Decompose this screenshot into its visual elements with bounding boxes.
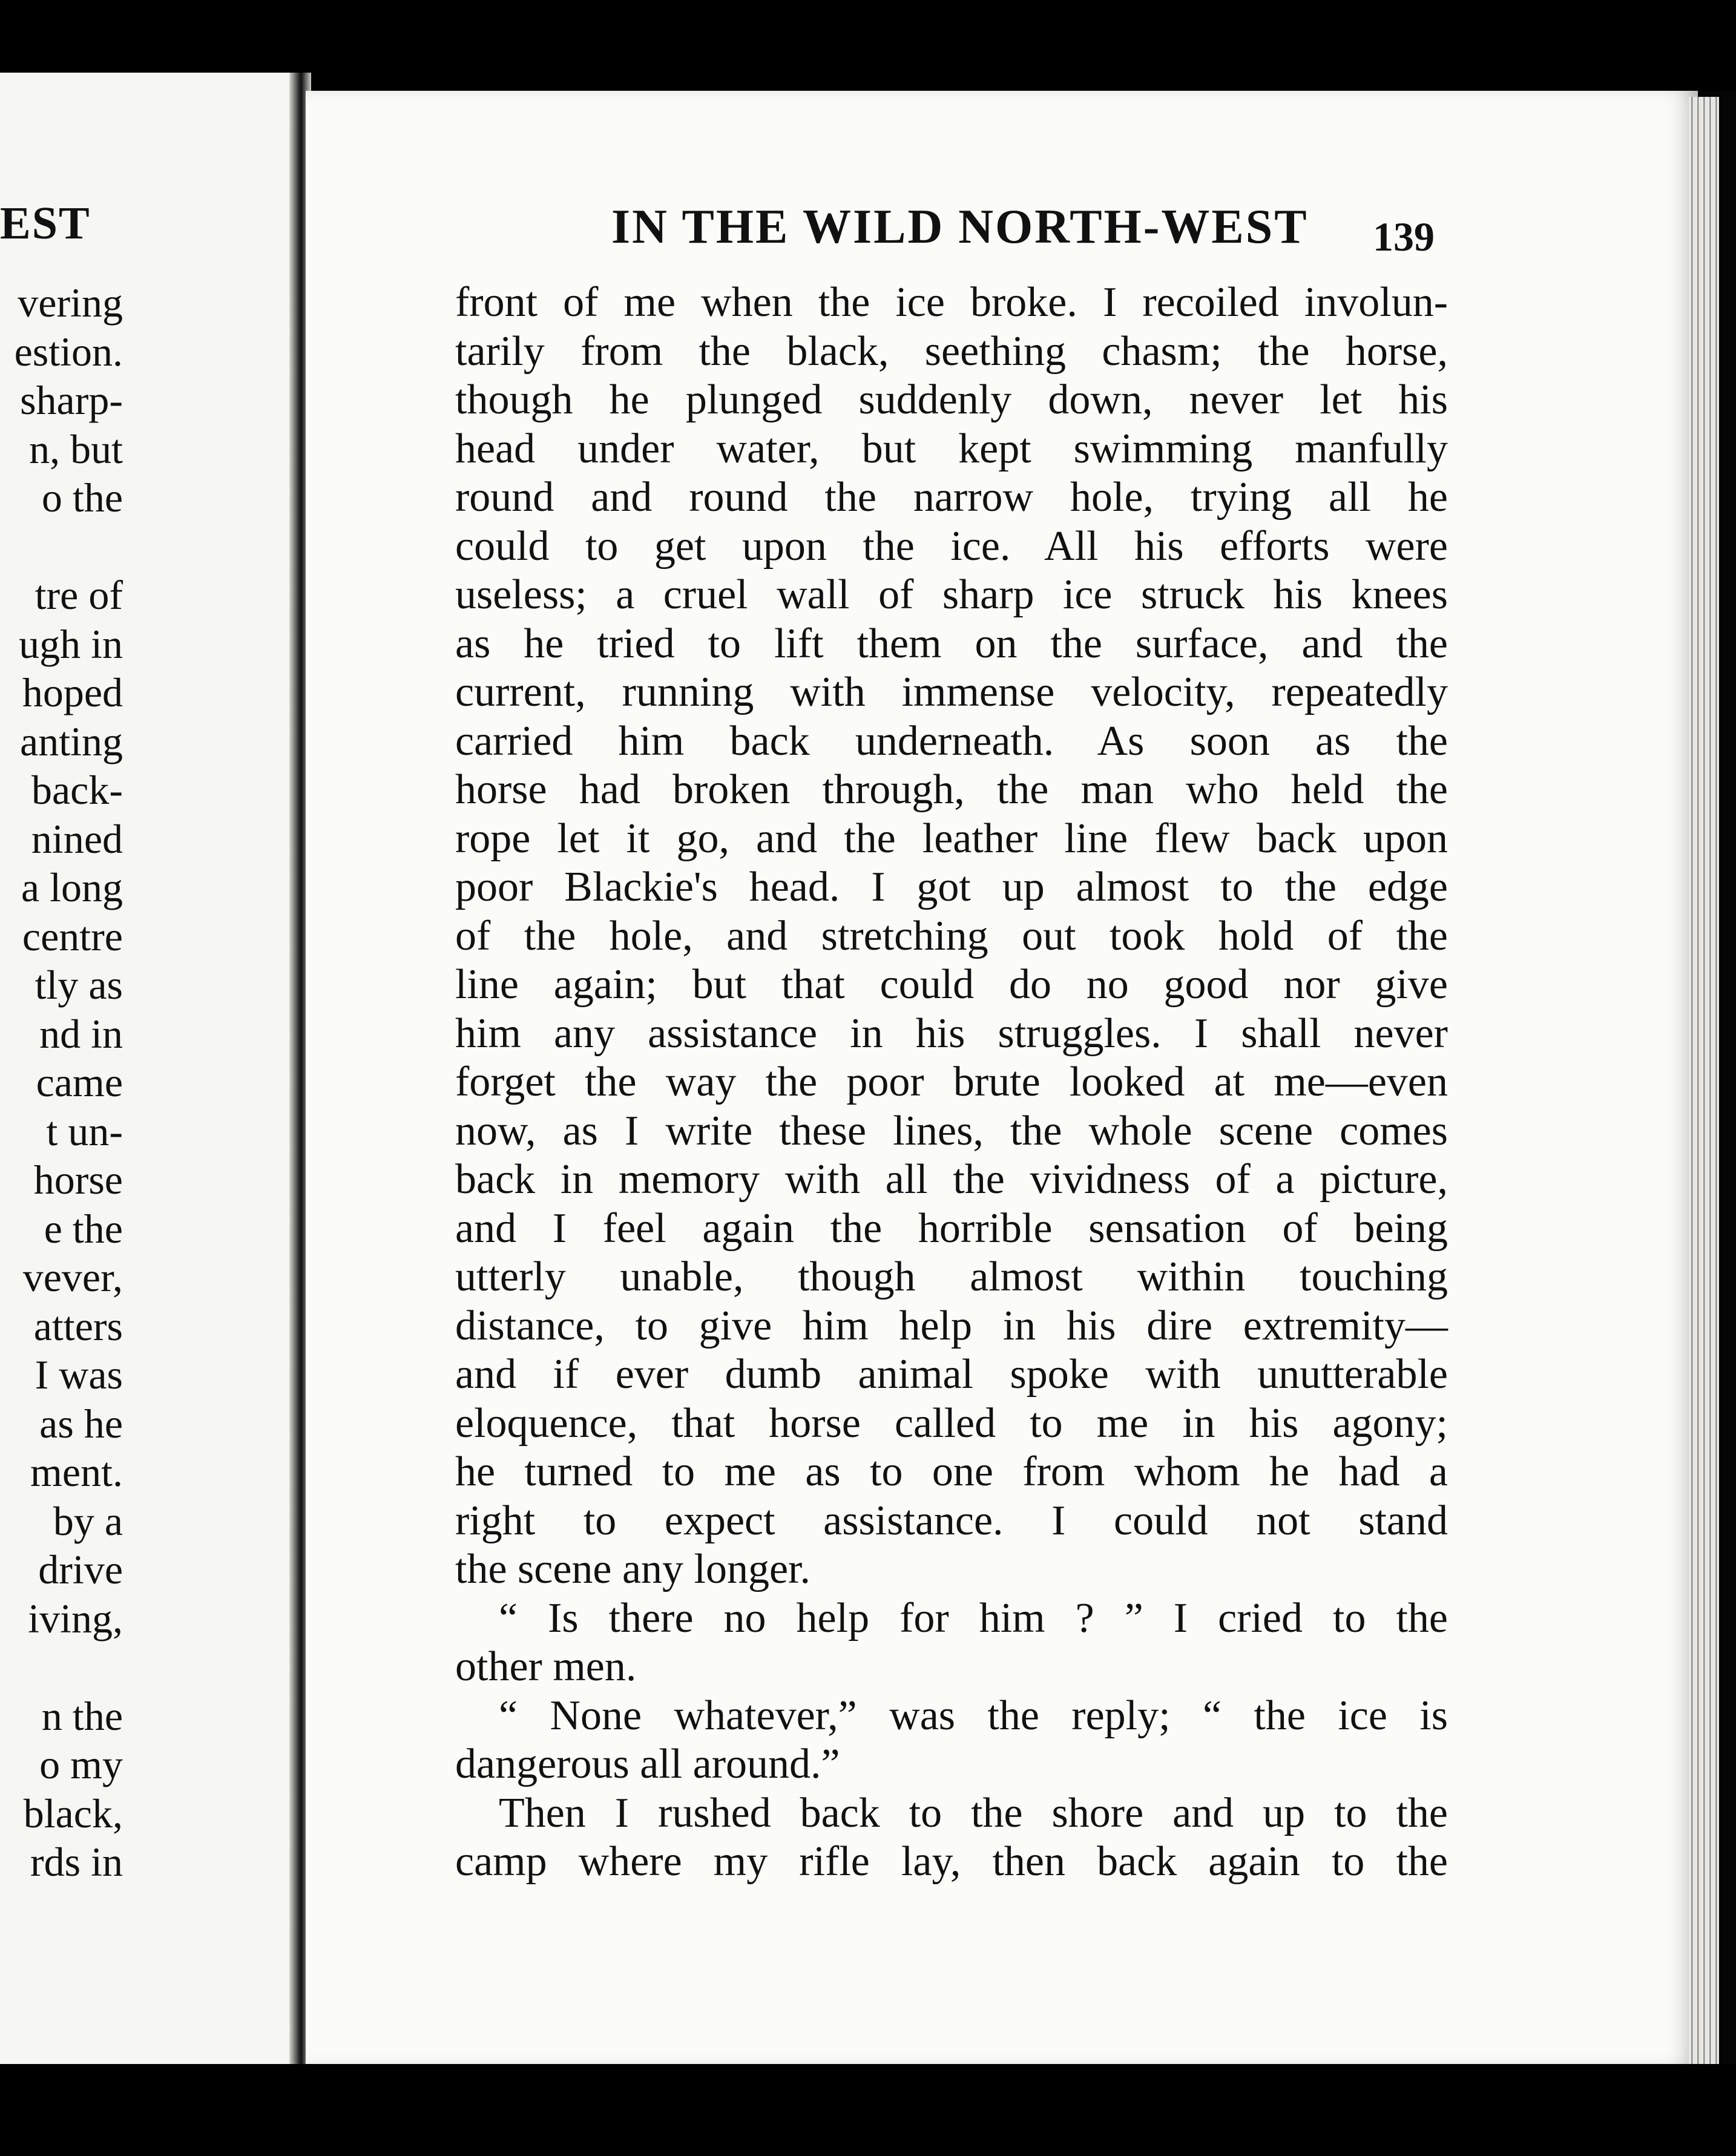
scan-border-bottom bbox=[0, 2064, 1736, 2156]
left-text-line: as he bbox=[39, 1400, 123, 1447]
page-number: 139 bbox=[1373, 214, 1435, 260]
text-line: round and round the narrow hole, trying all he bbox=[455, 474, 1448, 521]
text-line: now, as I write these lines, the whole scene comes bbox=[455, 1107, 1448, 1154]
text-line: other men. bbox=[455, 1643, 637, 1690]
left-text-line: n the bbox=[41, 1692, 123, 1739]
left-text-line: drive bbox=[38, 1546, 123, 1592]
text-line: distance, to give him help in his dire extremity— bbox=[455, 1302, 1448, 1349]
text-line: front of me when the ice broke. I recoiled involun- bbox=[455, 279, 1448, 326]
left-text-line: vering bbox=[18, 280, 123, 326]
text-line: “ Is there no help for him ? ” I cried to the bbox=[499, 1594, 1448, 1642]
text-line: the scene any longer. bbox=[455, 1546, 811, 1592]
left-text-line: hoped bbox=[22, 669, 123, 715]
text-line: utterly unable, though almost within touching bbox=[455, 1254, 1448, 1300]
text-line: forget the way the poor brute looked at me—even bbox=[455, 1059, 1448, 1105]
left-text-line: nd in bbox=[39, 1010, 123, 1057]
text-line: eloquence, that horse called to me in his agony; bbox=[455, 1399, 1448, 1447]
left-text-line: ment. bbox=[30, 1449, 123, 1495]
text-line: useless; a cruel wall of sharp ice struck his knees bbox=[455, 571, 1448, 618]
left-text-line: e the bbox=[44, 1205, 123, 1252]
text-line: current, running with immense velocity, repeatedly bbox=[455, 669, 1448, 715]
left-page-text bbox=[0, 278, 123, 1887]
text-line: Then I rushed back to the shore and up to the bbox=[499, 1789, 1448, 1836]
left-text-line: came bbox=[36, 1059, 123, 1105]
text-line: rope let it go, and the leather line flew back upon bbox=[455, 815, 1448, 862]
text-line: and I feel again the horrible sensation of being bbox=[455, 1205, 1448, 1252]
text-line: camp where my rifle lay, then back again to the bbox=[455, 1838, 1448, 1885]
page-edges bbox=[1689, 97, 1719, 2064]
text-line: though he plunged suddenly down, never let his bbox=[455, 376, 1448, 423]
left-text-line: n, but bbox=[29, 426, 123, 472]
left-text-line: tre of bbox=[35, 572, 123, 618]
left-text-line: by a bbox=[53, 1497, 123, 1544]
text-line: horse had broken through, the man who held the bbox=[455, 766, 1448, 813]
text-line: him any assistance in his struggles. I shall never bbox=[455, 1010, 1448, 1057]
left-text-line: atters bbox=[33, 1303, 123, 1349]
text-line: of the hole, and stretching out took hold of the bbox=[455, 912, 1448, 959]
left-text-line bbox=[0, 1643, 123, 1692]
left-text-line: iving, bbox=[28, 1595, 123, 1642]
text-line: dangerous all around.” bbox=[455, 1741, 840, 1787]
left-text-line: centre bbox=[22, 913, 123, 959]
left-running-head: EST bbox=[0, 198, 91, 249]
text-line: right to expect assistance. I could not stand bbox=[455, 1497, 1448, 1544]
left-text-line: vever, bbox=[22, 1254, 123, 1300]
left-text-line: nined bbox=[31, 815, 123, 862]
text-line: back in memory with all the vividness of a picture, bbox=[455, 1156, 1448, 1203]
left-text-line: o my bbox=[39, 1741, 123, 1787]
text-line: carried him back underneath. As soon as the bbox=[455, 717, 1448, 764]
left-text-line: horse bbox=[33, 1157, 123, 1203]
text-line: poor Blackie's head. I got up almost to the edge bbox=[455, 864, 1448, 910]
body-text bbox=[455, 278, 1448, 1887]
text-line: as he tried to lift them on the surface, and the bbox=[455, 620, 1448, 667]
left-text-line: I was bbox=[35, 1352, 123, 1398]
left-text-line: t un- bbox=[46, 1108, 123, 1154]
left-text-line: estion. bbox=[14, 328, 123, 375]
left-text-line: back- bbox=[31, 767, 123, 813]
text-line: he turned to me as to one from whom he had a bbox=[455, 1448, 1448, 1495]
running-head: IN THE WILD NORTH-WEST bbox=[611, 200, 1309, 254]
left-text-line: o the bbox=[41, 475, 123, 521]
text-line: head under water, but kept swimming manfully bbox=[455, 425, 1448, 472]
text-line: and if ever dumb animal spoke with unutterable bbox=[455, 1351, 1448, 1398]
text-line: could to get upon the ice. All his efforts were bbox=[455, 522, 1448, 570]
text-line: “ None whatever,” was the reply; “ the ice is bbox=[499, 1692, 1448, 1739]
text-line: tarily from the black, seething chasm; the horse, bbox=[455, 327, 1448, 375]
left-text-line: ugh in bbox=[19, 620, 123, 667]
left-text-line: tly as bbox=[35, 962, 123, 1008]
left-text-line: anting bbox=[20, 718, 123, 764]
text-line: line again; but that could do no good nor give bbox=[455, 961, 1448, 1008]
left-text-line: a long bbox=[21, 864, 123, 910]
left-text-line: black, bbox=[23, 1790, 123, 1836]
left-text-line: sharp- bbox=[20, 377, 123, 423]
left-text-line bbox=[0, 522, 123, 571]
left-text-line: rds in bbox=[30, 1839, 123, 1885]
